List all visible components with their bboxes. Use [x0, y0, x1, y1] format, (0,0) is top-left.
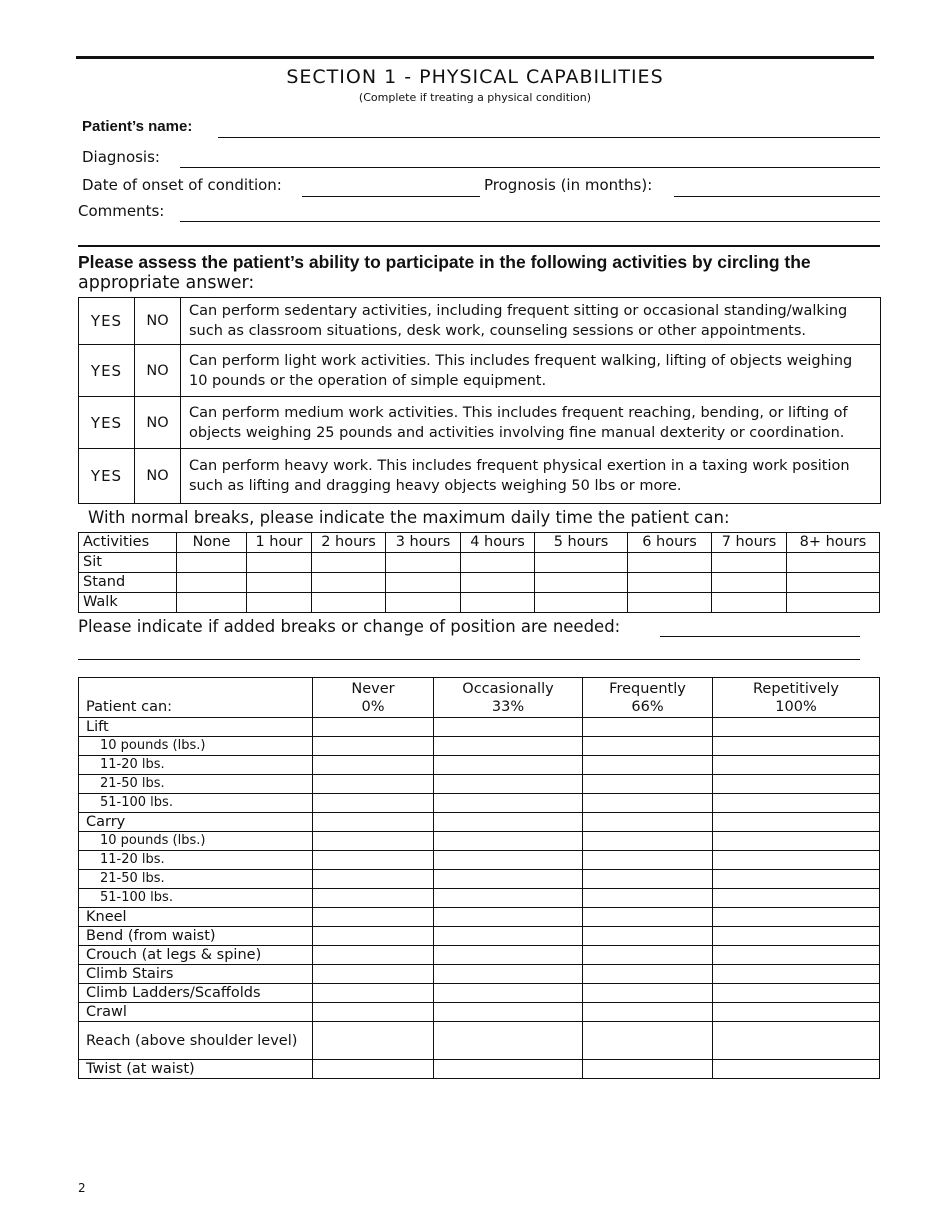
frequency-cell[interactable]	[713, 851, 880, 870]
patient-name-label: Patient’s name:	[82, 118, 193, 135]
frequency-row	[79, 851, 880, 870]
frequency-cell[interactable]	[434, 794, 583, 813]
hour-1-header: 1 hour	[247, 533, 312, 553]
time-cell[interactable]	[247, 553, 312, 573]
activity-description: Can perform medium work activities. This includes frequent reaching, bending, or lifting of objects weighing 25 pounds and activities involving fine manual dexterity or coordination.	[181, 397, 881, 449]
frequency-cell[interactable]	[713, 775, 880, 794]
stand-label: Stand	[79, 573, 177, 593]
frequency-cell[interactable]	[583, 965, 713, 984]
section-subtitle: (Complete if treating a physical condition)	[358, 91, 592, 104]
lift-label: Lift	[79, 718, 313, 737]
frequency-row	[79, 889, 880, 908]
frequency-cell[interactable]	[583, 908, 713, 927]
activities-header: Activities	[79, 533, 177, 553]
twist-label: Twist (at waist)	[79, 1060, 313, 1079]
frequency-table	[78, 677, 880, 1079]
frequency-cell[interactable]	[313, 851, 434, 870]
repetitively-pct: 100%	[775, 698, 817, 715]
frequency-cell[interactable]	[713, 908, 880, 927]
frequency-cell[interactable]	[713, 984, 880, 1003]
yes-option[interactable]: YES	[79, 345, 135, 397]
frequency-cell[interactable]	[583, 832, 713, 851]
frequency-cell[interactable]	[713, 813, 880, 832]
diagnosis-field[interactable]	[180, 167, 880, 168]
time-cell[interactable]	[712, 553, 787, 573]
frequency-cell[interactable]	[583, 1003, 713, 1022]
instruction-bold: Please assess the patient’s ability to participate in the following activities by circling the	[78, 252, 811, 272]
daily-time-row	[79, 593, 880, 613]
frequency-cell[interactable]	[313, 889, 434, 908]
crouch-label: Crouch (at legs & spine)	[79, 946, 313, 965]
frequency-cell[interactable]	[313, 1022, 434, 1060]
time-cell[interactable]	[535, 573, 628, 593]
breaks-field-line-2[interactable]	[78, 659, 860, 660]
frequency-cell[interactable]	[583, 1060, 713, 1079]
time-cell[interactable]	[461, 573, 535, 593]
time-cell[interactable]	[386, 573, 461, 593]
frequency-row	[79, 965, 880, 984]
time-cell[interactable]	[787, 593, 880, 613]
frequency-cell[interactable]	[434, 1022, 583, 1060]
sit-label: Sit	[79, 553, 177, 573]
frequency-cell[interactable]	[313, 756, 434, 775]
activity-description: Can perform sedentary activities, including frequent sitting or occasional standing/walking such as classroom situations, desk work, counseling sessions or other appointments.	[181, 298, 881, 345]
occasionally-header	[434, 678, 583, 718]
activity-description: Can perform light work activities. This includes frequent walking, lifting of objects weighing 10 pounds or the operation of simple equipment.	[181, 345, 881, 397]
frequency-cell[interactable]	[313, 832, 434, 851]
frequency-cell[interactable]	[583, 718, 713, 737]
lift-21-50-label: 21-50 lbs.	[79, 775, 313, 794]
time-cell[interactable]	[247, 573, 312, 593]
prognosis-field[interactable]	[674, 196, 880, 197]
activity-row	[79, 345, 881, 397]
carry-10-label: 10 pounds (lbs.)	[79, 832, 313, 851]
time-cell[interactable]	[247, 593, 312, 613]
frequency-cell[interactable]	[713, 927, 880, 946]
date-of-onset-label: Date of onset of condition:	[82, 176, 282, 194]
bend-label: Bend (from waist)	[79, 927, 313, 946]
never-pct: 0%	[361, 698, 385, 715]
date-of-onset-field[interactable]	[302, 196, 480, 197]
frequency-cell[interactable]	[313, 965, 434, 984]
breaks-field[interactable]	[660, 636, 860, 637]
activity-row	[79, 449, 881, 504]
hour-3-header: 3 hours	[386, 533, 461, 553]
carry-11-20-label: 11-20 lbs.	[79, 851, 313, 870]
hour-5-header: 5 hours	[535, 533, 628, 553]
frequency-cell[interactable]	[583, 984, 713, 1003]
frequency-cell[interactable]	[313, 946, 434, 965]
frequency-cell[interactable]	[313, 908, 434, 927]
frequency-cell[interactable]	[434, 946, 583, 965]
section-divider	[78, 245, 880, 247]
frequency-row	[79, 737, 880, 756]
frequency-row	[79, 775, 880, 794]
patient-name-field[interactable]	[218, 137, 880, 138]
carry-21-50-label: 21-50 lbs.	[79, 870, 313, 889]
hour-4-header: 4 hours	[461, 533, 535, 553]
time-cell[interactable]	[787, 573, 880, 593]
frequency-cell[interactable]	[583, 870, 713, 889]
yes-option[interactable]: YES	[79, 298, 135, 345]
frequency-cell[interactable]	[313, 794, 434, 813]
frequency-row	[79, 984, 880, 1003]
daily-time-table	[78, 532, 880, 613]
time-cell[interactable]	[312, 553, 386, 573]
frequency-cell[interactable]	[434, 1003, 583, 1022]
patient-can-header: Patient can:	[79, 678, 313, 718]
occasionally-pct: 33%	[491, 698, 525, 715]
time-cell[interactable]	[628, 593, 712, 613]
time-cell[interactable]	[177, 573, 247, 593]
frequency-cell[interactable]	[713, 1003, 880, 1022]
frequency-row	[79, 870, 880, 889]
frequency-cell[interactable]	[313, 775, 434, 794]
frequency-cell[interactable]	[583, 1022, 713, 1060]
climb-ladders-label: Climb Ladders/Scaffolds	[79, 984, 313, 1003]
lift-11-20-label: 11-20 lbs.	[79, 756, 313, 775]
frequency-cell[interactable]	[713, 946, 880, 965]
time-cell[interactable]	[628, 553, 712, 573]
daily-time-row	[79, 573, 880, 593]
time-cell[interactable]	[712, 573, 787, 593]
time-cell[interactable]	[312, 573, 386, 593]
prognosis-label: Prognosis (in months):	[484, 176, 653, 194]
frequency-cell[interactable]	[583, 737, 713, 756]
frequency-cell[interactable]	[583, 813, 713, 832]
frequency-cell[interactable]	[713, 794, 880, 813]
frequency-cell[interactable]	[434, 908, 583, 927]
frequency-cell[interactable]	[583, 946, 713, 965]
climb-stairs-label: Climb Stairs	[79, 965, 313, 984]
frequency-row	[79, 813, 880, 832]
frequency-cell[interactable]	[434, 737, 583, 756]
comments-field[interactable]	[180, 221, 880, 222]
activity-level-table	[78, 297, 881, 504]
crawl-label: Crawl	[79, 1003, 313, 1022]
frequently-label: Frequently	[609, 680, 686, 697]
comments-label: Comments:	[78, 202, 165, 220]
frequency-cell[interactable]	[434, 927, 583, 946]
frequency-cell[interactable]	[713, 965, 880, 984]
time-cell[interactable]	[177, 553, 247, 573]
frequency-cell[interactable]	[713, 870, 880, 889]
time-cell[interactable]	[461, 593, 535, 613]
frequency-cell[interactable]	[434, 870, 583, 889]
frequency-cell[interactable]	[713, 718, 880, 737]
frequency-row	[79, 1003, 880, 1022]
frequency-cell[interactable]	[434, 851, 583, 870]
frequency-cell[interactable]	[583, 794, 713, 813]
frequency-cell[interactable]	[583, 756, 713, 775]
frequency-row	[79, 718, 880, 737]
frequency-row	[79, 756, 880, 775]
frequency-cell[interactable]	[313, 1060, 434, 1079]
kneel-label: Kneel	[79, 908, 313, 927]
reach-label: Reach (above shoulder level)	[79, 1022, 313, 1060]
time-cell[interactable]	[386, 553, 461, 573]
section-title: SECTION 1 - PHYSICAL CAPABILITIES	[286, 66, 664, 88]
daily-time-header-row	[79, 533, 880, 553]
time-cell[interactable]	[535, 593, 628, 613]
no-option[interactable]: NO	[135, 298, 181, 345]
daily-time-prompt: With normal breaks, please indicate the maximum daily time the patient can:	[88, 508, 730, 527]
carry-51-100-label: 51-100 lbs.	[79, 889, 313, 908]
repetitively-label: Repetitively	[752, 680, 839, 697]
frequency-cell[interactable]	[434, 813, 583, 832]
frequency-cell[interactable]	[583, 927, 713, 946]
time-cell[interactable]	[312, 593, 386, 613]
time-cell[interactable]	[386, 593, 461, 613]
frequency-cell[interactable]	[434, 1060, 583, 1079]
frequency-cell[interactable]	[583, 775, 713, 794]
frequency-cell[interactable]	[434, 718, 583, 737]
frequency-cell[interactable]	[313, 984, 434, 1003]
never-label: Never	[351, 680, 395, 697]
activity-row	[79, 298, 881, 345]
diagnosis-label: Diagnosis:	[82, 148, 160, 166]
lift-51-100-label: 51-100 lbs.	[79, 794, 313, 813]
frequency-cell[interactable]	[313, 718, 434, 737]
breaks-prompt: Please indicate if added breaks or change of position are needed:	[78, 617, 621, 636]
frequency-row	[79, 908, 880, 927]
yes-option[interactable]: YES	[79, 397, 135, 449]
frequency-cell[interactable]	[434, 984, 583, 1003]
activity-description: Can perform heavy work. This includes frequent physical exertion in a taxing work position such as lifting and dragging heavy objects weighing 50 lbs or more.	[181, 449, 881, 504]
frequency-header-row	[79, 678, 880, 718]
hour-2-header: 2 hours	[312, 533, 386, 553]
activity-row	[79, 397, 881, 449]
time-cell[interactable]	[535, 553, 628, 573]
frequency-cell[interactable]	[434, 965, 583, 984]
hour-7-header: 7 hours	[712, 533, 787, 553]
frequency-cell[interactable]	[434, 832, 583, 851]
frequency-cell[interactable]	[434, 756, 583, 775]
frequency-cell[interactable]	[713, 832, 880, 851]
occasionally-label: Occasionally	[462, 680, 554, 697]
top-rule	[76, 56, 874, 59]
time-cell[interactable]	[787, 553, 880, 573]
frequency-cell[interactable]	[313, 1003, 434, 1022]
frequency-cell[interactable]	[713, 756, 880, 775]
daily-time-row	[79, 553, 880, 573]
frequency-row	[79, 1022, 880, 1060]
frequency-row	[79, 927, 880, 946]
never-header	[313, 678, 434, 718]
carry-label: Carry	[79, 813, 313, 832]
frequency-cell[interactable]	[313, 813, 434, 832]
time-cell[interactable]	[628, 573, 712, 593]
assessment-instruction	[78, 252, 878, 293]
no-option[interactable]: NO	[135, 449, 181, 504]
time-cell[interactable]	[177, 593, 247, 613]
frequency-row	[79, 832, 880, 851]
frequency-cell[interactable]	[713, 737, 880, 756]
time-cell[interactable]	[461, 553, 535, 573]
yes-option[interactable]: YES	[79, 449, 135, 504]
lift-10-label: 10 pounds (lbs.)	[79, 737, 313, 756]
frequency-cell[interactable]	[434, 889, 583, 908]
none-header: None	[177, 533, 247, 553]
frequency-cell[interactable]	[313, 737, 434, 756]
frequency-cell[interactable]	[583, 851, 713, 870]
frequency-cell[interactable]	[713, 1060, 880, 1079]
instruction-plain: appropriate answer:	[78, 273, 255, 293]
frequency-row	[79, 946, 880, 965]
time-cell[interactable]	[712, 593, 787, 613]
frequency-row	[79, 794, 880, 813]
frequency-cell[interactable]	[583, 889, 713, 908]
frequency-cell[interactable]	[313, 927, 434, 946]
frequently-pct: 66%	[631, 698, 664, 715]
frequency-cell[interactable]	[313, 870, 434, 889]
walk-label: Walk	[79, 593, 177, 613]
frequency-cell[interactable]	[434, 775, 583, 794]
no-option[interactable]: NO	[135, 345, 181, 397]
hour-8-plus-header: 8+ hours	[787, 533, 880, 553]
frequency-cell[interactable]	[713, 889, 880, 908]
page-number: 2	[78, 1181, 86, 1195]
no-option[interactable]: NO	[135, 397, 181, 449]
hour-6-header: 6 hours	[628, 533, 712, 553]
repetitively-header	[713, 678, 880, 718]
frequently-header	[583, 678, 713, 718]
frequency-row	[79, 1060, 880, 1079]
frequency-cell[interactable]	[713, 1022, 880, 1060]
